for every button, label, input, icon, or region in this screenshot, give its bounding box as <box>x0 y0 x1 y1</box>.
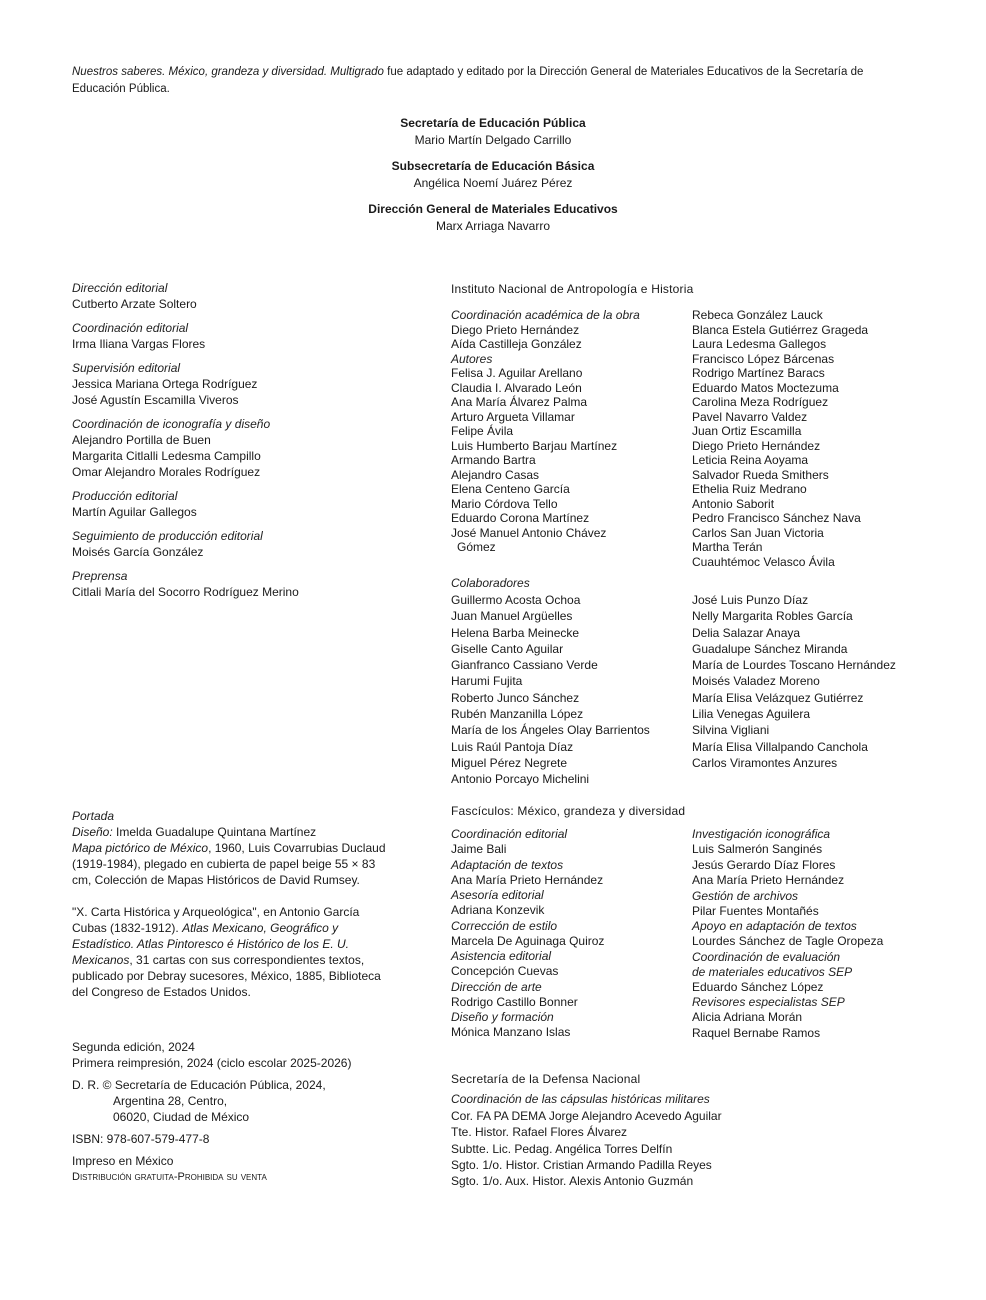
name-item: Cuauhtémoc Velasco Ávila <box>692 554 835 569</box>
credit-role: Coordinación editorial <box>72 321 189 335</box>
name-item: José Luis Punzo Díaz <box>692 593 809 607</box>
inah-left-column <box>451 308 691 555</box>
authority-sep <box>0 115 986 149</box>
name-item: Ethelia Ruiz Medrano <box>692 482 807 496</box>
intro-rest: fue adaptado y editado por la Dirección General de Materiales Educativos de la Secretaría de Educación Pública. <box>72 66 864 95</box>
name-item: Luis Raúl Pantoja Díaz <box>451 739 574 754</box>
name-item: Juan Ortiz Escamilla <box>692 424 802 438</box>
name-item: Silvina Vigliani <box>692 723 770 738</box>
copyright-line: D. R. © Secretaría de Educación Pública, 2024, <box>72 1078 326 1092</box>
authority-seb <box>0 158 986 192</box>
printed-in: Impreso en México <box>72 1154 174 1168</box>
carta-b: , 31 cartas con sus correspondientes textos, publicado por Debray sucesores, México, 1885, Biblioteca del Congreso de Estados Unidos. <box>72 953 381 999</box>
credit-name: Eduardo Sánchez López <box>692 979 824 994</box>
coord-names <box>451 323 691 352</box>
intro-italic: Nuestros saberes. México, grandeza y diversidad. Multigrado <box>72 66 384 78</box>
name-item: José Manuel Antonio Chávez <box>451 525 607 540</box>
name-item: Luis Humberto Barjau Martínez <box>451 438 618 453</box>
name-item: Armando Bartra <box>451 453 536 467</box>
diseno-name: Imelda Guadalupe Quintana Martínez <box>112 825 317 839</box>
name-item: Diego Prieto Hernández <box>692 438 821 453</box>
credit-name: Jesús Gerardo Díaz Flores <box>692 857 836 872</box>
credit-role: Adaptación de textos <box>451 857 564 872</box>
credit-name: Martín Aguilar Gallegos <box>72 505 197 519</box>
edition-block <box>72 1039 402 1185</box>
name-item: Antonio Porcayo Michelini <box>451 772 590 787</box>
name-item: Pedro Francisco Sánchez Nava <box>692 511 861 525</box>
authority-name: Mario Martín Delgado Carrillo <box>414 133 572 147</box>
name-item: Cor. FA PA DEMA Jorge Alejandro Acevedo Aguilar <box>451 1109 722 1123</box>
credit-group <box>72 361 402 408</box>
defensa-names <box>451 1108 781 1189</box>
name-item: Juan Manuel Argüelles <box>451 609 573 624</box>
name-item: Subtte. Lic. Pedag. Angélica Torres Delfín <box>451 1141 673 1156</box>
name-item: Guadalupe Sánchez Miranda <box>692 641 848 656</box>
name-item: Aída Castilleja González <box>451 337 582 351</box>
credit-role: Coordinación editorial <box>451 827 568 841</box>
credit-name: Moisés García González <box>72 545 204 559</box>
name-item: Pavel Navarro Valdez <box>692 409 808 424</box>
name-item: Martha Terán <box>692 540 763 554</box>
name-item: Tte. Histor. Rafael Flores Álvarez <box>451 1125 628 1140</box>
name-item: María de Lourdes Toscano Hernández <box>692 658 896 673</box>
credit-role: Asistencia editorial <box>451 949 552 963</box>
authors-list-right <box>692 308 932 569</box>
credit-role: Seguimiento de producción editorial <box>72 529 263 543</box>
portada-carta <box>72 904 394 1000</box>
portada-title: Portada <box>72 809 115 823</box>
name-item: Miguel Pérez Negrete <box>451 755 568 770</box>
authors-list <box>451 366 691 555</box>
name-item: Felisa J. Aguilar Arellano <box>451 366 583 380</box>
credit-role: de materiales educativos SEP <box>692 964 853 979</box>
credit-role: Corrección de estilo <box>451 918 558 933</box>
address-line: Argentina 28, Centro, <box>113 1094 228 1108</box>
name-item: Salvador Rueda Smithers <box>692 467 829 482</box>
credit-role: Dirección editorial <box>72 281 168 295</box>
credit-name: Cutberto Arzate Soltero <box>72 297 197 311</box>
credit-role: Investigación iconográfica <box>692 827 831 841</box>
credit-role: Diseño y formación <box>451 1010 554 1024</box>
distribution-note: Distribución gratuita-Prohibida su venta <box>72 1171 267 1183</box>
address-line: 06020, Ciudad de México <box>113 1110 250 1124</box>
authority-title: Secretaría de Educación Pública <box>400 116 586 130</box>
name-item: Carolina Meza Rodríguez <box>692 395 829 409</box>
authority-name: Angélica Noemí Juárez Pérez <box>413 176 573 190</box>
credit-name: Irma Iliana Vargas Flores <box>72 337 206 351</box>
name-item: Carlos San Juan Victoria <box>692 525 824 540</box>
credit-role: Gestión de archivos <box>692 888 799 903</box>
name-item: Rebeca González Lauck <box>692 308 823 322</box>
authority-title: Subsecretaría de Educación Básica <box>391 159 595 173</box>
name-item: Rodrigo Martínez Baracs <box>692 366 825 380</box>
name-item: Ana María Álvarez Palma <box>451 395 588 409</box>
credit-role: Apoyo en adaptación de textos <box>692 919 857 933</box>
name-item: María de los Ángeles Olay Barrientos <box>451 723 650 738</box>
credit-role: Supervisión editorial <box>72 361 181 375</box>
mapa-italic: Mapa pictórico de México <box>72 841 209 855</box>
portada-block <box>72 809 394 1000</box>
name-item: Moisés Valadez Moreno <box>692 674 820 689</box>
credit-group <box>72 529 402 560</box>
credit-name: Mónica Manzano Islas <box>451 1025 571 1039</box>
carta-italic: Atlas Mexicano, Geográfico y Estadístico. Atlas Pintoresco é Histórico de los E. U. Mexicanos <box>72 921 350 967</box>
name-item: Helena Barba Meinecke <box>451 625 580 640</box>
name-item: Alejandro Casas <box>451 467 540 482</box>
name-item: Sgto. 1/o. Histor. Cristian Armando Padilla Reyes <box>451 1157 712 1172</box>
name-item: Francisco López Bárcenas <box>692 351 835 366</box>
credit-name: Ana María Prieto Hernández <box>692 873 845 887</box>
name-item: Giselle Canto Aguilar <box>451 641 564 656</box>
credit-name: Lourdes Sánchez de Tagle Oropeza <box>692 934 884 948</box>
name-item: Carlos Viramontes Anzures <box>692 755 838 770</box>
name-item: Claudia I. Alvarado León <box>451 380 582 395</box>
authority-name: Marx Arriaga Navarro <box>435 219 551 233</box>
credit-group <box>72 569 402 600</box>
name-item: Harumi Fujita <box>451 674 523 689</box>
name-item: Blanca Estela Gutiérrez Grageda <box>692 322 869 337</box>
credit-group <box>72 489 402 520</box>
credit-name: Jessica Mariana Ortega Rodríguez <box>72 377 258 391</box>
credit-name: Alicia Adriana Morán <box>692 1010 803 1024</box>
credit-name: Omar Alejandro Morales Rodríguez <box>72 465 261 479</box>
credit-name: Luis Salmerón Sanginés <box>692 842 823 856</box>
credit-role: Dirección de arte <box>451 979 542 994</box>
authorities <box>0 115 986 244</box>
carta-a: "X. Carta Histórica y Arqueológica", en Antonio García Cubas (1832-1912). <box>72 905 360 935</box>
credit-group <box>72 417 402 480</box>
credit-name: Marcela De Aguinaga Quiroz <box>451 933 605 948</box>
credit-name: Citlali María del Socorro Rodríguez Merino <box>72 585 299 599</box>
name-item: Roberto Junco Sánchez <box>451 690 580 705</box>
collaborators-list-left <box>451 592 691 788</box>
name-item: Guillermo Acosta Ochoa <box>451 593 581 607</box>
collaborators-list-right <box>692 592 952 771</box>
credit-name: Alejandro Portilla de Buen <box>72 433 211 447</box>
credit-role: Autores <box>451 351 493 366</box>
name-item: Mario Córdova Tello <box>451 496 558 511</box>
fasciculos-col-left <box>451 827 691 1041</box>
credit-name: Concepción Cuevas <box>451 964 559 978</box>
credit-role: Preprensa <box>72 569 128 583</box>
editorial-credits <box>72 281 402 609</box>
name-item: María Elisa Villalpando Canchola <box>692 739 868 754</box>
name-item: Arturo Argueta Villamar <box>451 409 575 424</box>
portada-diseno <box>72 824 394 840</box>
name-item: Sgto. 1/o. Aux. Histor. Alexis Antonio Guzmán <box>451 1174 694 1189</box>
name-item: Eduardo Matos Moctezuma <box>692 380 839 395</box>
name-item: María Elisa Velázquez Gutiérrez <box>692 690 864 705</box>
portada-mapa <box>72 840 394 888</box>
authority-title: Dirección General de Materiales Educativos <box>368 202 618 216</box>
defensa-role: Coordinación de las cápsulas históricas militares <box>451 1092 710 1106</box>
credit-name: Pilar Fuentes Montañés <box>692 903 819 918</box>
name-item: Felipe Ávila <box>451 424 514 438</box>
name-item: Gianfranco Cassiano Verde <box>451 658 598 673</box>
name-item: Lilia Venegas Aguilera <box>692 707 811 722</box>
name-item: Diego Prieto Hernández <box>451 322 580 337</box>
credit-name: José Agustín Escamilla Viveros <box>72 393 239 407</box>
name-item: Elena Centeno García <box>451 482 570 496</box>
credit-role: Coordinación de evaluación <box>692 949 841 964</box>
credit-role: Asesoría editorial <box>451 888 544 902</box>
name-item: Laura Ledesma Gallegos <box>692 337 827 351</box>
name-item: Gómez <box>457 540 496 554</box>
credit-name: Rodrigo Castillo Bonner <box>451 994 578 1009</box>
mapa-rest: , 1960, Luis Covarrubias Duclaud (1919-1984), plegado en cubierta de papel beige 55 × 83 cm, Colección de Mapas Históricos de David Rumsey. <box>72 841 386 887</box>
credit-name: Ana María Prieto Hernández <box>451 872 604 887</box>
collaborators-role: Colaboradores <box>451 576 530 590</box>
name-item: Antonio Saborit <box>692 496 775 511</box>
credit-name: Margarita Citlalli Ledesma Campillo <box>72 449 261 463</box>
name-item: Nelly Margarita Robles García <box>692 609 853 624</box>
credit-role: Revisores especialistas SEP <box>692 995 845 1009</box>
defensa-title: Secretaría de la Defensa Nacional <box>451 1072 641 1086</box>
name-item: Delia Salazar Anaya <box>692 625 801 640</box>
intro-paragraph <box>72 64 902 98</box>
credit-role: Coordinación académica de la obra <box>451 308 640 322</box>
credit-name: Adriana Konzevik <box>451 903 545 917</box>
edition-reimpresion: Primera reimpresión, 2024 (ciclo escolar 2025-2026) <box>72 1056 352 1070</box>
fasciculos-title: Fascículos: México, grandeza y diversidad <box>451 804 686 818</box>
fasciculos-col-right <box>692 827 952 1041</box>
credit-group <box>72 281 402 312</box>
name-item: Leticia Reina Aoyama <box>692 453 809 467</box>
diseno-label: Diseño: <box>72 825 113 839</box>
credit-name: Jaime Bali <box>451 842 507 856</box>
edition-segunda: Segunda edición, 2024 <box>72 1040 195 1054</box>
credit-group <box>72 321 402 352</box>
credit-role: Coordinación de iconografía y diseño <box>72 417 271 431</box>
credit-role: Producción editorial <box>72 489 178 503</box>
authority-dgme <box>0 201 986 235</box>
name-item: Rubén Manzanilla López <box>451 707 584 722</box>
name-item: Eduardo Corona Martínez <box>451 511 590 525</box>
inah-title: Instituto Nacional de Antropología e Historia <box>451 282 694 296</box>
isbn: ISBN: 978-607-579-477-8 <box>72 1132 210 1146</box>
credit-name: Raquel Bernabe Ramos <box>692 1025 821 1040</box>
